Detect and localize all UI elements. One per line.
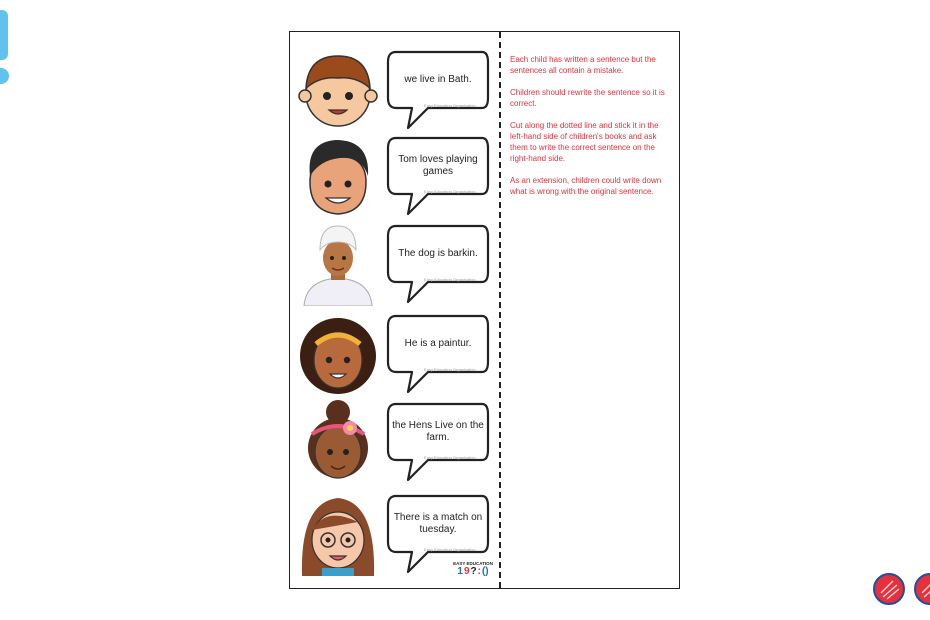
teacher-instructions bbox=[510, 54, 672, 208]
logo-glyph: : bbox=[477, 566, 481, 577]
girl-glasses-icon bbox=[296, 492, 380, 576]
easy-education-logo bbox=[449, 561, 497, 577]
sentence-card bbox=[296, 222, 496, 306]
instruction-paragraph: Children should rewrite the sentence so it is correct. bbox=[510, 88, 665, 108]
card-sentence: we live in Bath. bbox=[404, 74, 472, 85]
watermark: Easy Education Organisation bbox=[424, 103, 476, 108]
logo-glyph: 9 bbox=[463, 566, 470, 577]
logo-text: EASY EDUCATION bbox=[453, 561, 493, 566]
instruction-paragraph: Each child has written a sentence but the sentences all contain a mistake. bbox=[510, 55, 656, 75]
sentence-card bbox=[296, 134, 496, 218]
girl-curly-headband-icon bbox=[296, 312, 380, 396]
sentence-card bbox=[296, 312, 496, 396]
exclamation-mark-icon bbox=[0, 10, 14, 86]
girl-flower-bun-icon bbox=[296, 400, 380, 484]
logo-glyph: ? bbox=[470, 566, 477, 577]
logo-glyphs bbox=[449, 566, 497, 577]
worksheet bbox=[289, 31, 680, 589]
watermark: Easy Education Organisation bbox=[424, 189, 476, 194]
instruction-paragraph: As an extension, children could write down what is wrong with the original sentence. bbox=[510, 176, 662, 196]
man-turban-icon bbox=[296, 222, 380, 306]
sentence-card bbox=[296, 400, 496, 484]
sentence-card bbox=[296, 48, 496, 132]
instruction-paragraph: Cut along the dotted line and stick it in the left-hand side of children's books and ask them to write the correct sentence on the right-hand side. bbox=[510, 121, 659, 163]
annotate-pen-icon[interactable] bbox=[873, 573, 905, 605]
logo-glyph: () bbox=[481, 566, 489, 577]
watermark: Easy Education Organisation bbox=[424, 455, 476, 460]
card-sentence: the Hens Live on the farm. bbox=[392, 420, 484, 443]
card-sentence: He is a paintur. bbox=[404, 338, 472, 349]
watermark: Easy Education Organisation bbox=[424, 547, 476, 552]
card-sentence: The dog is barkin. bbox=[398, 248, 478, 259]
boy-brown-hair-icon bbox=[296, 48, 380, 132]
logo-glyph: 1 bbox=[457, 566, 463, 577]
watermark: Easy Education Organisation bbox=[424, 367, 476, 372]
card-sentence: There is a match on tuesday. bbox=[393, 512, 483, 535]
watermark: Easy Education Organisation bbox=[424, 277, 476, 282]
card-sentence: Tom loves playing games bbox=[398, 154, 478, 177]
annotate-highlighter-icon[interactable] bbox=[914, 573, 930, 605]
dotted-cut-line bbox=[499, 32, 501, 588]
man-black-hair-icon bbox=[296, 134, 380, 218]
